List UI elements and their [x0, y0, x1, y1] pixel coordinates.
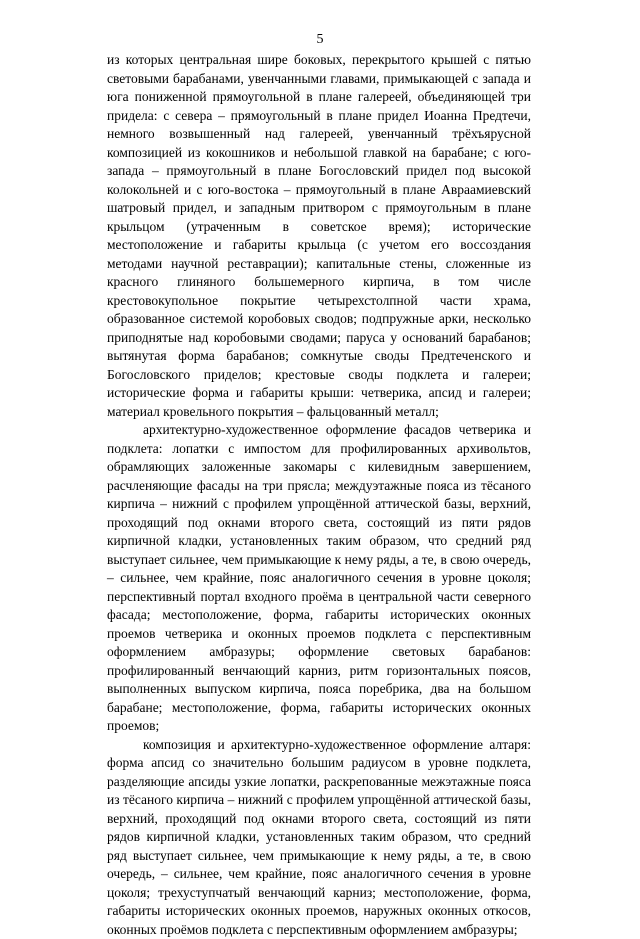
page-number: 5 — [0, 31, 640, 49]
paragraph-1: из которых центральная шире боковых, перекрытого крышей с пятью световыми барабанами, увенчанными главами, примыкающей с запада и юга пониженной прямоугольной в плане галереей, объединяющей три придела: с севера – прямоугольный в плане придел Иоанна Предтечи, немного возвышенный над галереей, увенчанный трёхъярусной композицией из кокошников и небольшой главкой на барабане; с юго-запада – прямоугольный в плане Богословский придел под высокой колокольней и с юго-востока – прямоугольный в плане Авраамиевский шатровый придел, и западным притвором с прямоугольным в плане крыльцом (утраченным в советское время); исторические местоположение и габариты крыльца (с учетом его воссоздания методами научной реставрации); капитальные стены, сложенные из красного глиняного большемерного кирпича, в том числе крестовокупольное покрытие четырехстолпной части храма, образованное системой коробовых сводов; подпружные арки, несколько приподнятые над коробовыми сводами; паруса у оснований барабанов; вытянутая форма барабанов; сомкнутые своды Предтеченского и Богословского приделов; крестовые своды подклета и галереи; исторические форма и габариты крыши: четверика, апсид и галереи; материал кровельного покрытия – фальцованный металл; — [107, 51, 531, 421]
document-body — [107, 51, 531, 939]
paragraph-3: композиция и архитектурно-художественное оформление алтаря: форма апсид со значительно большим радиусом в уровне подклета, разделяющие апсиды узкие лопатки, раскрепованные межэтажные пояса из тёсаного кирпича – нижний с профилем упрощённой аттической базы, верхний, проходящий под окнами второго света, состоящий из пяти рядов кирпичной кладки, установленных таким образом, что средний ряд выступает сильнее, чем примыкающие к нему ряды, а те, в свою очередь, – сильнее, чем крайние, пояс аналогичного сечения в уровне цоколя; трехуступчатый венчающий карниз; местоположение, форма, габариты исторических оконных проемов, наружных оконных откосов, оконных проёмов подклета с перспективным оформлением амбразуры; — [107, 736, 531, 939]
paragraph-2: архитектурно-художественное оформление фасадов четверика и подклета: лопатки с импостом для профилированных архивольтов, обрамляющих заложенные закомары с килевидным завершением, расчленяющие фасады на три прясла; междуэтажные пояса из тёсаного кирпича – нижний с профилем упрощённой аттической базы, верхний, проходящий под окнами второго света, состоящий из пяти рядов кирпичной кладки, установленных таким образом, что средний ряд выступает сильнее, чем примыкающие к нему ряды, а те, в свою очередь, – сильнее, чем крайние, пояс аналогичного сечения в уровне цоколя; перспективный портал входного проёма в центральной части северного фасада; местоположение, форма, габариты исторических оконных проемов четверика и оконных проемов подклета с перспективным оформлением амбразуры; оформление световых барабанов: профилированный венчающий карниз, ритм горизонтальных поясов, выполненных выпуском кирпича, пояса поребрика, два на большом барабане; местоположение, форма, габариты исторических оконных проемов; — [107, 421, 531, 736]
